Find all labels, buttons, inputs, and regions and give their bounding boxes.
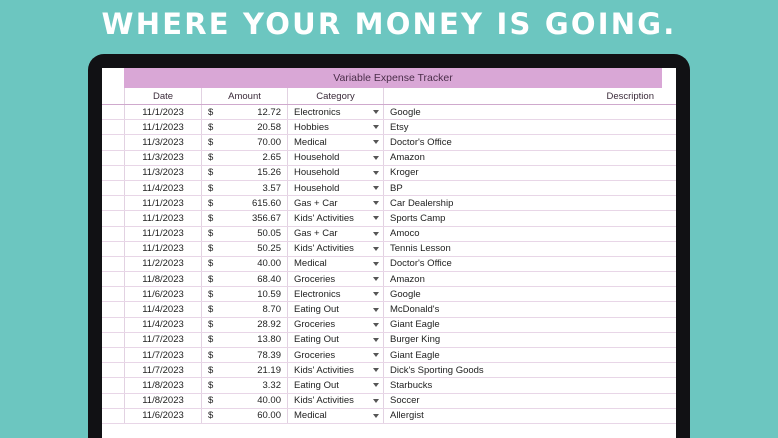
row-header-gutter: [102, 151, 124, 165]
amount-value: 356.67: [251, 212, 281, 224]
cell-description[interactable]: Amazon: [390, 152, 425, 164]
currency-symbol: $: [208, 152, 214, 164]
row-header-gutter: [102, 318, 124, 332]
cell-category-dropdown[interactable]: [288, 272, 384, 286]
chevron-down-icon[interactable]: [373, 368, 379, 372]
row-header-gutter: [102, 348, 124, 362]
cell-amount[interactable]: [202, 211, 288, 225]
cell-date[interactable]: 11/6/2023: [124, 409, 202, 423]
table-right-gutter: [662, 333, 676, 347]
cell-date[interactable]: 11/3/2023: [124, 151, 202, 165]
cell-amount[interactable]: [202, 166, 288, 180]
cell-category-dropdown[interactable]: [288, 227, 384, 241]
cell-category-dropdown[interactable]: [288, 287, 384, 301]
cell-description[interactable]: Burger King: [390, 334, 441, 346]
cell-date[interactable]: 11/1/2023: [124, 196, 202, 210]
cell-description[interactable]: Doctor's Office: [390, 258, 452, 270]
row-header-gutter: [102, 196, 124, 210]
table-right-gutter: [662, 257, 676, 271]
cell-date[interactable]: 11/1/2023: [124, 242, 202, 256]
amount-value: 70.00: [257, 136, 281, 148]
chevron-down-icon[interactable]: [373, 292, 379, 296]
cell-amount[interactable]: [202, 242, 288, 256]
laptop-screen: [102, 68, 676, 438]
amount-value: 50.05: [257, 228, 281, 240]
cell-description[interactable]: McDonald's: [390, 304, 440, 316]
cell-category-dropdown[interactable]: [288, 333, 384, 347]
cell-amount[interactable]: [202, 196, 288, 210]
table-right-gutter: [662, 105, 676, 119]
row-header-gutter: [102, 105, 124, 119]
cell-date[interactable]: 11/1/2023: [124, 120, 202, 134]
row-header-gutter: [102, 120, 124, 134]
category-value: Household: [294, 182, 340, 194]
category-value: Kids' Activities: [294, 395, 354, 407]
currency-symbol: $: [208, 364, 214, 376]
cell-description[interactable]: Google: [390, 288, 421, 300]
table-row[interactable]: [102, 120, 676, 135]
table-row[interactable]: [102, 394, 676, 409]
chevron-down-icon[interactable]: [373, 247, 379, 251]
table-right-gutter: [662, 272, 676, 286]
table-right-gutter: [662, 348, 676, 362]
cell-date[interactable]: 11/8/2023: [124, 272, 202, 286]
table-right-gutter: [662, 166, 676, 180]
cell-amount[interactable]: [202, 394, 288, 408]
currency-symbol: $: [208, 136, 214, 148]
amount-value: 13.80: [257, 334, 281, 346]
cell-category-dropdown[interactable]: [288, 257, 384, 271]
table-row[interactable]: [102, 333, 676, 348]
table-row[interactable]: [102, 257, 676, 272]
amount-value: 615.60: [251, 197, 281, 209]
cell-amount[interactable]: [202, 318, 288, 332]
category-value: Hobbies: [294, 121, 329, 133]
amount-value: 68.40: [257, 273, 281, 285]
table-right-gutter: [662, 242, 676, 256]
table-row[interactable]: [102, 166, 676, 181]
table-body: [102, 105, 676, 438]
amount-value: 28.92: [257, 319, 281, 331]
cell-description[interactable]: Doctor's Office: [390, 136, 452, 148]
cell-category-dropdown[interactable]: [288, 166, 384, 180]
table-right-gutter: [662, 394, 676, 408]
cell-amount[interactable]: [202, 363, 288, 377]
cell-category-dropdown[interactable]: [288, 151, 384, 165]
currency-symbol: $: [208, 288, 214, 300]
cell-amount[interactable]: [202, 287, 288, 301]
laptop-frame: [88, 54, 690, 438]
table-row[interactable]: [102, 242, 676, 257]
currency-symbol: $: [208, 167, 214, 179]
table-right-gutter: [662, 363, 676, 377]
cell-category-dropdown[interactable]: [288, 363, 384, 377]
cell-amount[interactable]: [202, 409, 288, 423]
row-header-gutter: [102, 287, 124, 301]
table-row[interactable]: [102, 151, 676, 166]
table-right-gutter: [662, 181, 676, 195]
row-header-gutter: [102, 166, 124, 180]
currency-symbol: $: [208, 243, 214, 255]
row-header-gutter: [102, 409, 124, 423]
category-value: Eating Out: [294, 304, 339, 316]
cell-date[interactable]: 11/3/2023: [124, 135, 202, 149]
row-header-gutter: [102, 88, 124, 104]
row-header-gutter: [102, 242, 124, 256]
cell-date[interactable]: 11/1/2023: [124, 227, 202, 241]
cell-category-dropdown[interactable]: [288, 135, 384, 149]
table-row[interactable]: [102, 363, 676, 378]
chevron-down-icon[interactable]: [373, 262, 379, 266]
cell-category-dropdown[interactable]: [288, 211, 384, 225]
amount-value: 50.25: [257, 243, 281, 255]
currency-symbol: $: [208, 395, 214, 407]
cell-date[interactable]: 11/2/2023: [124, 257, 202, 271]
currency-symbol: $: [208, 273, 214, 285]
spreadsheet: [102, 68, 676, 438]
chevron-down-icon[interactable]: [373, 414, 379, 418]
table-right-gutter: [662, 211, 676, 225]
row-header-gutter: [102, 211, 124, 225]
cell-description[interactable]: Dick's Sporting Goods: [390, 364, 484, 376]
cell-amount[interactable]: [202, 378, 288, 392]
column-header-category[interactable]: Category: [288, 88, 384, 104]
cell-description[interactable]: Amoco: [390, 228, 420, 240]
table-right-gutter: [662, 409, 676, 423]
cell-amount[interactable]: [202, 181, 288, 195]
currency-symbol: $: [208, 212, 214, 224]
cell-description[interactable]: Sports Camp: [390, 212, 446, 224]
poster-headline: WHERE YOUR MONEY IS GOING.: [101, 7, 677, 41]
cell-category-dropdown[interactable]: [288, 394, 384, 408]
table-right-gutter: [662, 227, 676, 241]
cell-amount[interactable]: [202, 135, 288, 149]
category-value: Kids' Activities: [294, 243, 354, 255]
cell-category-dropdown[interactable]: [288, 120, 384, 134]
category-value: Groceries: [294, 349, 336, 361]
chevron-down-icon[interactable]: [373, 399, 379, 403]
category-value: Eating Out: [294, 379, 339, 391]
amount-value: 15.26: [257, 167, 281, 179]
currency-symbol: $: [208, 197, 214, 209]
table-row[interactable]: [102, 378, 676, 393]
cell-description[interactable]: Kroger: [390, 167, 419, 179]
chevron-down-icon[interactable]: [373, 308, 379, 312]
table-row[interactable]: [102, 181, 676, 196]
table-right-gutter: [662, 135, 676, 149]
category-value: Groceries: [294, 319, 336, 331]
category-value: Kids' Activities: [294, 364, 354, 376]
cell-amount[interactable]: [202, 348, 288, 362]
table-row[interactable]: [102, 211, 676, 226]
chevron-down-icon[interactable]: [373, 125, 379, 129]
amount-value: 40.00: [257, 258, 281, 270]
category-value: Medical: [294, 410, 327, 422]
chevron-down-icon[interactable]: [373, 110, 379, 114]
cell-amount[interactable]: [202, 105, 288, 119]
cell-amount[interactable]: [202, 151, 288, 165]
cell-date[interactable]: 11/3/2023: [124, 166, 202, 180]
table-row[interactable]: [102, 196, 676, 211]
cell-amount[interactable]: [202, 272, 288, 286]
cell-category-dropdown[interactable]: [288, 409, 384, 423]
currency-symbol: $: [208, 334, 214, 346]
cell-category-dropdown[interactable]: [288, 318, 384, 332]
cell-date[interactable]: 11/7/2023: [124, 333, 202, 347]
cell-description[interactable]: Starbucks: [390, 379, 433, 391]
category-value: Groceries: [294, 273, 336, 285]
chevron-down-icon[interactable]: [373, 277, 379, 281]
category-value: Gas + Car: [294, 228, 338, 240]
cell-date[interactable]: 11/8/2023: [124, 378, 202, 392]
chevron-down-icon[interactable]: [373, 353, 379, 357]
chevron-down-icon[interactable]: [373, 338, 379, 342]
currency-symbol: $: [208, 379, 214, 391]
column-header-description[interactable]: Description: [606, 90, 654, 102]
amount-value: 78.39: [257, 349, 281, 361]
table-right-gutter: [662, 318, 676, 332]
cell-amount[interactable]: [202, 333, 288, 347]
table-row[interactable]: [102, 227, 676, 242]
amount-value: 3.57: [262, 182, 281, 194]
cell-category-dropdown[interactable]: [288, 181, 384, 195]
cell-description[interactable]: Tennis Lesson: [390, 243, 451, 255]
cell-date[interactable]: 11/8/2023: [124, 394, 202, 408]
cell-category-dropdown[interactable]: [288, 348, 384, 362]
chevron-down-icon[interactable]: [373, 383, 379, 387]
table-row[interactable]: [102, 348, 676, 363]
spreadsheet-title: Variable Expense Tracker: [124, 68, 662, 88]
category-value: Electronics: [294, 106, 341, 118]
currency-symbol: $: [208, 349, 214, 361]
amount-value: 60.00: [257, 410, 281, 422]
title-right-gutter: [662, 68, 676, 88]
amount-value: 21.19: [257, 364, 281, 376]
cell-category-dropdown[interactable]: [288, 242, 384, 256]
table-right-gutter: [662, 287, 676, 301]
chevron-down-icon[interactable]: [373, 216, 379, 220]
row-header-gutter: [102, 227, 124, 241]
cell-date[interactable]: 11/1/2023: [124, 211, 202, 225]
currency-symbol: $: [208, 319, 214, 331]
currency-symbol: $: [208, 304, 214, 316]
chevron-down-icon[interactable]: [373, 171, 379, 175]
table-right-gutter: [662, 302, 676, 316]
amount-value: 10.59: [257, 288, 281, 300]
table-row[interactable]: [102, 287, 676, 302]
row-header-gutter: [102, 181, 124, 195]
amount-value: 40.00: [257, 395, 281, 407]
table-row[interactable]: [102, 272, 676, 287]
cell-description[interactable]: Giant Eagle: [390, 349, 440, 361]
table-row[interactable]: [102, 302, 676, 317]
row-header-gutter: [102, 272, 124, 286]
cell-date[interactable]: 11/4/2023: [124, 181, 202, 195]
cell-date[interactable]: 11/7/2023: [124, 363, 202, 377]
amount-value: 3.32: [262, 379, 281, 391]
currency-symbol: $: [208, 258, 214, 270]
row-header-gutter: [102, 394, 124, 408]
chevron-down-icon[interactable]: [373, 156, 379, 160]
row-header-gutter: [102, 68, 124, 88]
amount-value: 8.70: [262, 304, 281, 316]
category-value: Kids' Activities: [294, 212, 354, 224]
category-value: Electronics: [294, 288, 341, 300]
chevron-down-icon[interactable]: [373, 232, 379, 236]
table-row[interactable]: [102, 105, 676, 120]
category-value: Eating Out: [294, 334, 339, 346]
cell-description[interactable]: Amazon: [390, 273, 425, 285]
row-header-gutter: [102, 363, 124, 377]
cell-date[interactable]: 11/7/2023: [124, 348, 202, 362]
currency-symbol: $: [208, 182, 214, 194]
table-right-gutter: [662, 151, 676, 165]
category-value: Gas + Car: [294, 197, 338, 209]
cell-amount[interactable]: [202, 302, 288, 316]
cell-description[interactable]: Giant Eagle: [390, 319, 440, 331]
cell-description[interactable]: BP: [390, 182, 403, 194]
cell-category-dropdown[interactable]: [288, 302, 384, 316]
column-header-amount[interactable]: Amount: [202, 88, 288, 104]
amount-value: 2.65: [262, 152, 281, 164]
table-row[interactable]: [102, 135, 676, 150]
cell-date[interactable]: 11/4/2023: [124, 302, 202, 316]
chevron-down-icon[interactable]: [373, 186, 379, 190]
cell-description[interactable]: Etsy: [390, 121, 409, 133]
cell-description[interactable]: Allergist: [390, 410, 424, 422]
currency-symbol: $: [208, 121, 214, 133]
category-value: Medical: [294, 136, 327, 148]
table-row[interactable]: [102, 318, 676, 333]
cell-category-dropdown[interactable]: [288, 378, 384, 392]
cell-amount[interactable]: [202, 120, 288, 134]
table-row[interactable]: [102, 409, 676, 424]
category-value: Medical: [294, 258, 327, 270]
spreadsheet-title-row: [102, 68, 676, 88]
currency-symbol: $: [208, 228, 214, 240]
row-header-gutter: [102, 333, 124, 347]
row-header-gutter: [102, 135, 124, 149]
amount-value: 12.72: [257, 106, 281, 118]
table-right-gutter: [662, 88, 676, 104]
cell-amount[interactable]: [202, 257, 288, 271]
cell-description[interactable]: Soccer: [390, 395, 420, 407]
cell-description[interactable]: Google: [390, 106, 421, 118]
cell-date[interactable]: 11/6/2023: [124, 287, 202, 301]
cell-description[interactable]: Car Dealership: [390, 197, 454, 209]
table-right-gutter: [662, 378, 676, 392]
amount-value: 20.58: [257, 121, 281, 133]
currency-symbol: $: [208, 410, 214, 422]
cell-date[interactable]: 11/4/2023: [124, 318, 202, 332]
column-header-date[interactable]: Date: [124, 88, 202, 104]
row-header-gutter: [102, 302, 124, 316]
cell-amount[interactable]: [202, 227, 288, 241]
cell-category-dropdown[interactable]: [288, 105, 384, 119]
chevron-down-icon[interactable]: [373, 201, 379, 205]
table-right-gutter: [662, 120, 676, 134]
chevron-down-icon[interactable]: [373, 323, 379, 327]
currency-symbol: $: [208, 106, 214, 118]
cell-date[interactable]: 11/1/2023: [124, 105, 202, 119]
table-right-gutter: [662, 196, 676, 210]
row-header-gutter: [102, 257, 124, 271]
chevron-down-icon[interactable]: [373, 140, 379, 144]
cell-category-dropdown[interactable]: [288, 196, 384, 210]
row-header-gutter: [102, 378, 124, 392]
table-header-row: [102, 88, 676, 105]
category-value: Household: [294, 167, 340, 179]
category-value: Household: [294, 152, 340, 164]
